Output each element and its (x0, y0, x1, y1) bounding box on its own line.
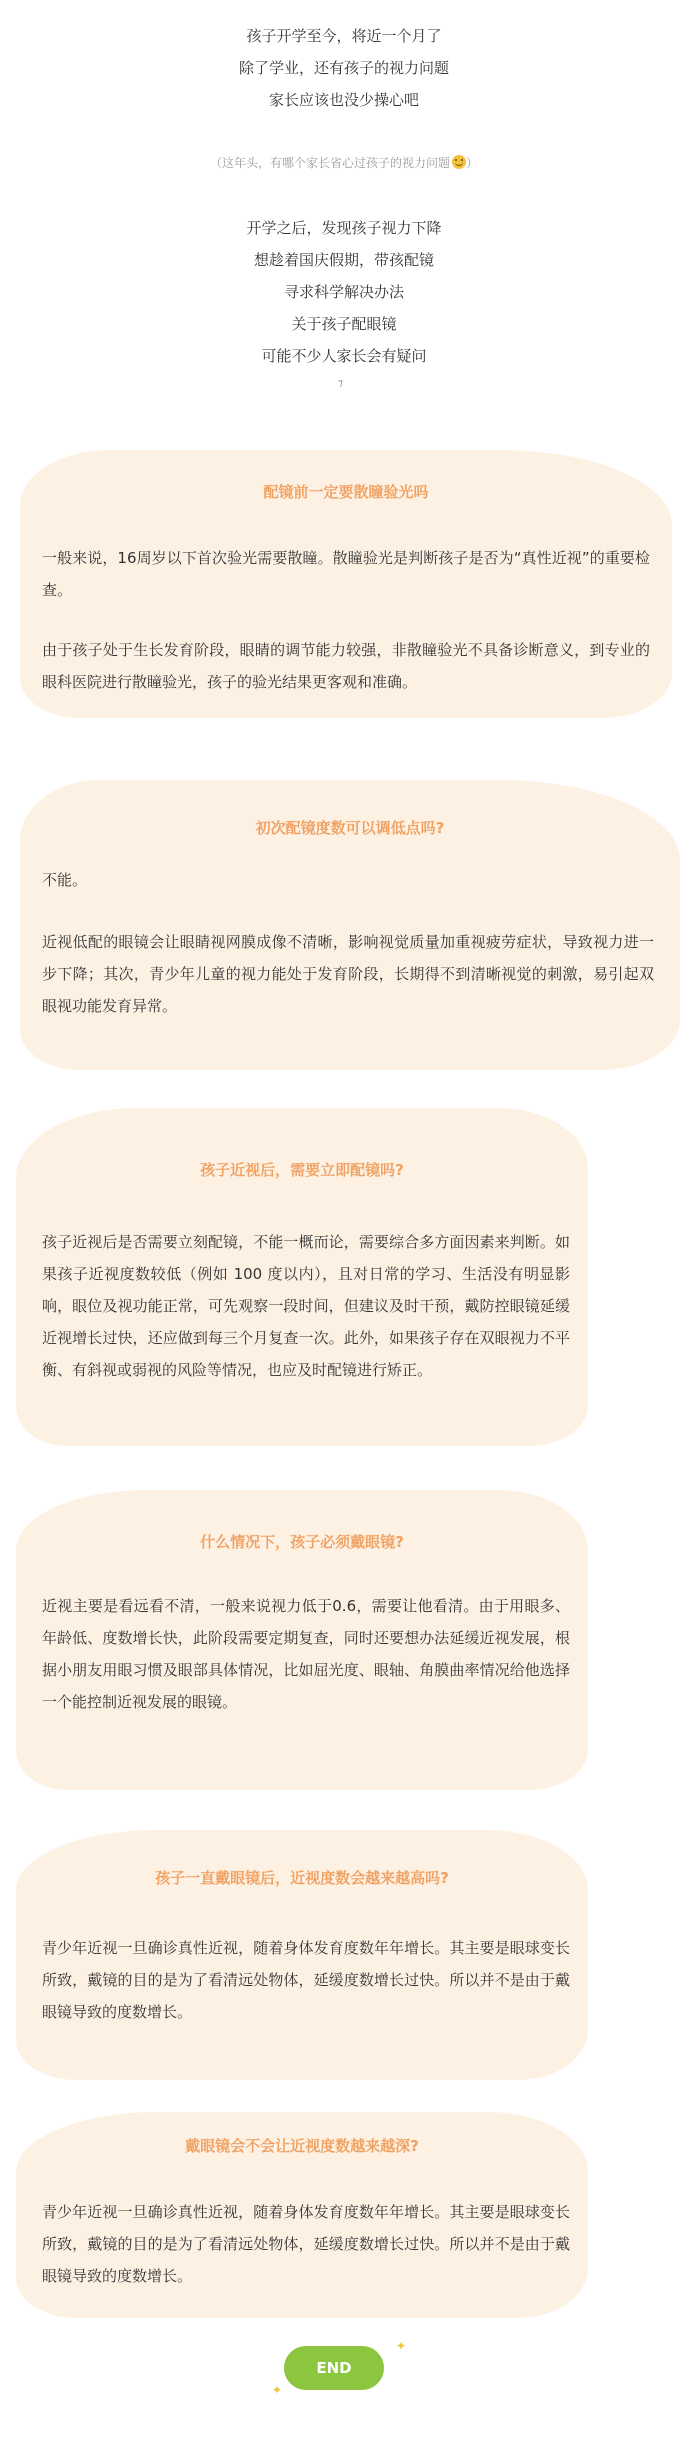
intro-block-1 (0, 20, 688, 116)
section-paragraph: 近视低配的眼镜会让眼睛视网膜成像不清晰，影响视觉质量加重视疲劳症状，导致视力进一步下降；其次，青少年儿童的视力能处于发育阶段，长期得不到清晰视觉的刺激，易引起双眼视功能发育异常。 (42, 933, 654, 1015)
intro-line: 家长应该也没少操心吧 (268, 91, 419, 109)
intro-line: 开学之后，发现孩子视力下降 (246, 219, 442, 237)
section-paragraph: 由于孩子处于生长发育阶段，眼睛的调节能力较强，非散瞳验光不具备诊断意义，到专业的眼科医院进行散瞳验光，孩子的验光结果更客观和准确。 (42, 641, 650, 691)
intro-line: 想趁着国庆假期，带孩配镜 (253, 251, 434, 269)
section-card (16, 1108, 588, 1446)
smiley-icon (452, 155, 466, 169)
divider-mark: ⁊ (338, 378, 343, 389)
section-paragraph: 青少年近视一旦确诊真性近视，随着身体发育度数年年增长。其主要是眼球变长所致，戴镜的目的是为了看清远处物体，延缓度数增长过快。所以并不是由于戴眼镜导致的度数增长。 (42, 2203, 570, 2285)
intro-line: 可能不少人家长会有疑问 (261, 347, 427, 365)
section-card (16, 1490, 588, 1790)
intro-line: 寻求科学解决办法 (283, 283, 404, 301)
section-title: 孩子近视后，需要立即配镜吗? (200, 1161, 404, 1179)
section-paragraph: 不能。 (42, 871, 88, 889)
intro-note (0, 152, 688, 173)
sparkle-icon: ✦ (272, 2383, 283, 2397)
section-paragraph: 一般来说，16周岁以下首次验光需要散瞳。散瞳验光是判断孩子是否为“真性近视”的重要检查。 (42, 549, 650, 599)
section-card (16, 2112, 588, 2318)
section-title: 初次配镜度数可以调低点吗? (255, 819, 445, 837)
intro-block-2 (0, 212, 688, 372)
section-paragraph: 青少年近视一旦确诊真性近视，随着身体发育度数年年增长。其主要是眼球变长所致，戴镜的目的是为了看清远处物体，延缓度数增长过快。所以并不是由于戴眼镜导致的度数增长。 (42, 1939, 570, 2021)
intro-line: 除了学业，还有孩子的视力问题 (238, 59, 449, 77)
section-title: 戴眼镜会不会让近视度数越来越深? (185, 2137, 419, 2155)
intro-line: 关于孩子配眼镜 (291, 315, 397, 333)
intro-line: 孩子开学至今，将近一个月了 (246, 27, 442, 45)
section-paragraph: 近视主要是看远看不清，一般来说视力低于0.6，需要让他看清。由于用眼多、年龄低、度数增长快，此阶段需要定期复查，同时还要想办法延缓近视发展，根据小朋友用眼习惯及眼部具体情况，比如屈光度、眼轴、角膜曲率情况给他选择一个能控制近视发展的眼镜。 (42, 1597, 570, 1711)
section-title: 配镜前一定要散瞳验光吗 (263, 483, 429, 501)
section-card (16, 1830, 588, 2080)
section-paragraph: 孩子近视后是否需要立刻配镜，不能一概而论，需要综合多方面因素来判断。如果孩子近视度数较低（例如 100 度以内），且对日常的学习、生活没有明显影响，眼位及视功能正常，可先观察一段时间，但建议及时干预，戴防控眼镜延缓近视增长过快，还应做到每三个月复查一次。此外，如果孩子存在双眼视力不平衡、有斜视或弱视的风险等情况，也应及时配镜进行矫正。 (42, 1233, 570, 1379)
sparkle-icon: ✦ (396, 2339, 407, 2353)
section-title: 什么情况下，孩子必须戴眼镜? (200, 1533, 404, 1551)
section-title: 孩子一直戴眼镜后，近视度数会越来越高吗? (155, 1869, 449, 1887)
end-badge: END (284, 2346, 384, 2390)
intro-note-text: （这年头，有哪个家长省心过孩子的视力问题 (209, 156, 450, 170)
section-card (20, 450, 672, 718)
section-card (20, 780, 680, 1070)
intro-note-end: ） (466, 156, 479, 170)
